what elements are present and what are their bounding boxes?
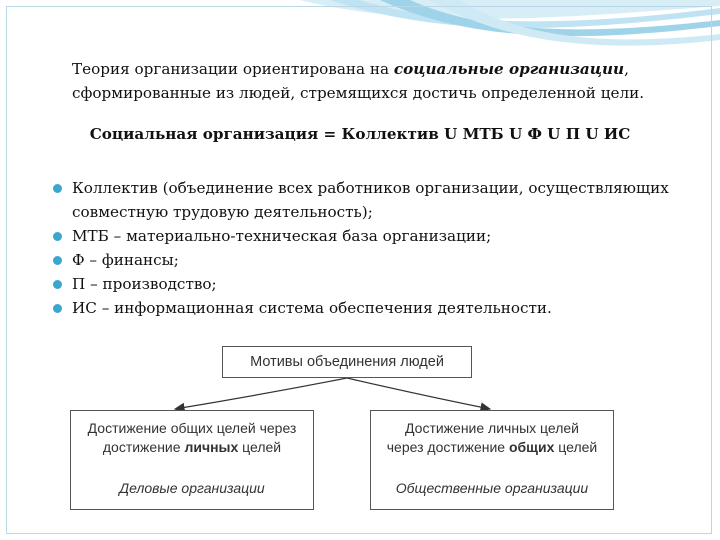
business-org-box: [70, 410, 314, 510]
bullet-text: П – производство;: [72, 275, 217, 293]
bullet-dot-icon: [53, 232, 62, 241]
bullet-item: [52, 272, 692, 296]
intro-emphasis: социальные организации: [393, 60, 625, 78]
intro-paragraph: [72, 57, 692, 105]
motives-box: Мотивы объединения людей: [222, 346, 472, 378]
business-org-label: Деловые организации: [119, 480, 265, 496]
bullet-dot-icon: [53, 256, 62, 265]
business-line-2-end: целей: [238, 439, 282, 455]
bullet-list: [52, 176, 692, 320]
public-org-label: Общественные организации: [395, 480, 589, 496]
bullet-dot-icon: [53, 280, 62, 289]
public-org-box: [370, 410, 614, 510]
motives-diagram: [0, 340, 720, 540]
arrow-to-public: [347, 378, 490, 409]
formula-line: Социальная организация = Коллектив U МТБ U Ф U П U ИС: [89, 125, 631, 143]
public-line-2: [371, 438, 613, 457]
intro-text-start: Теория организации ориентирована на: [72, 60, 394, 78]
bullet-dot-icon: [53, 184, 62, 193]
bullet-text: ИС – информационная система обеспечения деятельности.: [72, 299, 552, 317]
intro-text-end: , сформированные из людей, стремящихся достичь определенной цели.: [72, 60, 645, 102]
bullet-text: МТБ – материально-техническая база организации;: [72, 227, 492, 245]
public-line-1: Достижение личных целей: [405, 420, 579, 436]
bullet-text: Коллектив (объединение всех работников организации, осуществляющих совместную трудовую деятельность);: [72, 179, 669, 221]
business-emphasis: личных: [184, 439, 239, 455]
public-line-2-start: через достижение: [386, 439, 509, 455]
bullet-item: [52, 296, 692, 320]
bullet-text: Ф – финансы;: [72, 251, 179, 269]
bullet-dot-icon: [53, 304, 62, 313]
business-line-2: [71, 438, 313, 457]
public-line-2-end: целей: [554, 439, 598, 455]
business-line-2-start: достижение: [102, 439, 185, 455]
business-line-1: Достижение общих целей через: [87, 420, 297, 436]
public-emphasis: общих: [508, 439, 555, 455]
bullet-item: [52, 176, 692, 224]
bullet-item: [52, 248, 692, 272]
arrow-to-business: [175, 378, 347, 409]
bullet-item: [52, 224, 692, 248]
